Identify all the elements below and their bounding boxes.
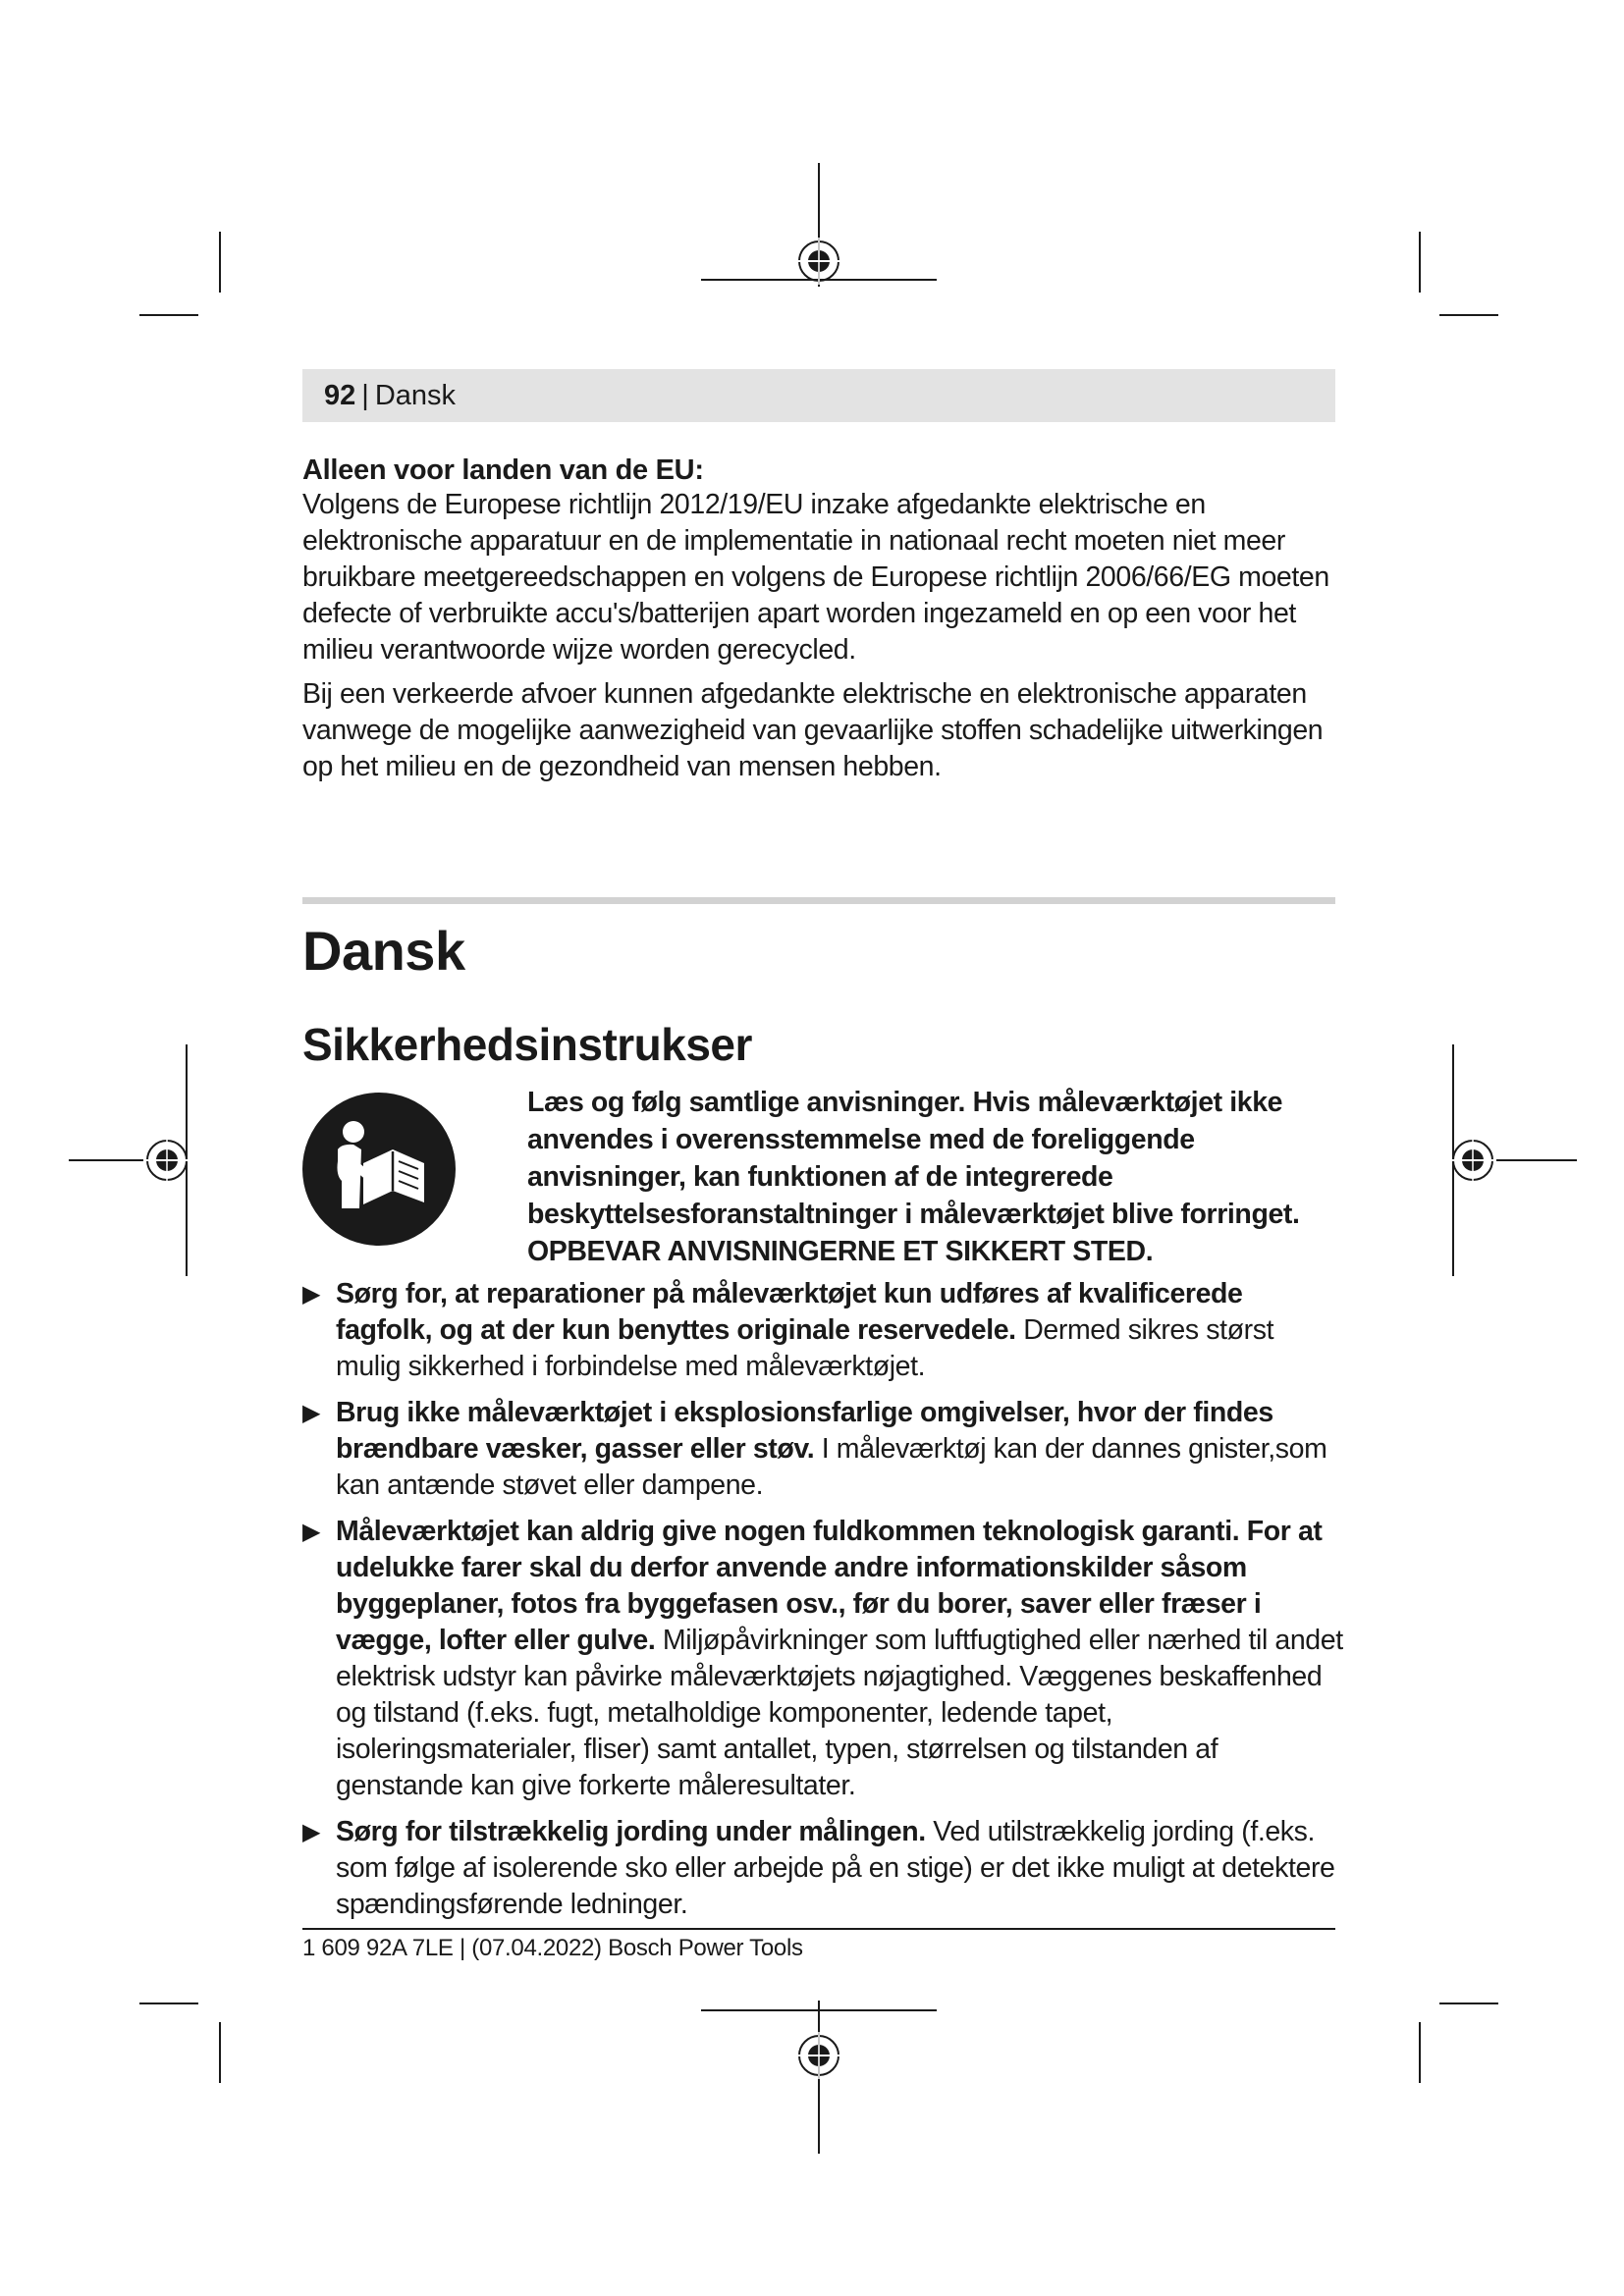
footer-date: (07.04.2022)	[471, 1935, 602, 1961]
bullet-bold-text: Brug ikke måleværktøjet i eksplosionsfarlige omgivelser, hvor der findes brændbare væsker, gasser eller støv.	[336, 1397, 1273, 1465]
page-number: 92	[324, 379, 356, 411]
crop-mark	[1419, 2022, 1421, 2083]
bullet-arrow-icon: ▶	[302, 1281, 321, 1308]
list-item	[302, 1814, 1343, 1923]
bullet-text: I måleværktøj kan der dannes gnister,som kan antænde støvet eller dampene.	[336, 1433, 1327, 1501]
list-item	[302, 1514, 1343, 1804]
crop-mark	[219, 2022, 221, 2083]
footer-divider	[302, 1928, 1335, 1930]
bullet-text: Ved utilstrækkelig jording (f.eks. som følge af isolerende sko eller arbejde på en stige) er det ikke muligt at detektere spændingsførende ledninger.	[336, 1816, 1335, 1920]
list-item	[302, 1276, 1343, 1385]
eu-disposal-notice	[302, 454, 1335, 785]
eu-notice-paragraph: Volgens de Europese richtlijn 2012/19/EU inzake afgedankte elektrische en elektronische apparatuur en de implementatie in nationaal recht moeten niet meer bruikbare meetgereedschappen en volgens de Europese richtlijn 2006/66/EG moeten defecte of verbruikte accu's/batterijen apart worden ingezameld en op een voor het milieu verantwoorde wijze worden gerecycled.	[302, 489, 1329, 666]
list-item	[302, 1395, 1343, 1504]
eu-notice-paragraph: Bij een verkeerde afvoer kunnen afgedankte elektrische en elektronische apparaten vanwege de mogelijke aanwezigheid van gevaarlijke stoffen schadelijke uitwerkingen op het milieu en de gezondheid van mensen hebben.	[302, 678, 1324, 782]
registration-mark-right	[1439, 1044, 1577, 1276]
section-divider	[302, 897, 1335, 904]
bullet-text: Miljøpåvirkninger som luftfugtighed eller nærhed til andet elektrisk udstyr kan påvirke måleværktøjets nøjagtighed. Væggenes beskaffenhed og tilstand (f.eks. fugt, metalholdige komponenter, ledende tapet, isoleringsmaterialer, fliser) samt antallet, typen, størrelsen og tilstanden af genstande kan give forkerte måleresultater.	[336, 1625, 1343, 1801]
running-header	[302, 369, 1335, 422]
safety-instructions-list	[302, 1276, 1343, 1933]
crop-mark	[1439, 2002, 1498, 2004]
crop-mark	[1439, 314, 1498, 316]
crop-mark	[139, 2002, 198, 2004]
bullet-text: Dermed sikres størst mulig sikkerhed i forbindelse med måleværktøjet.	[336, 1314, 1274, 1382]
crop-mark	[139, 314, 198, 316]
bullet-bold-text: Sørg for, at reparationer på måleværktøjet kun udføres af kvalificerede fagfolk, og at der kun benyttes originale reservedele.	[336, 1278, 1243, 1346]
registration-mark-left	[69, 1044, 206, 1276]
read-manual-icon	[302, 1093, 456, 1246]
section-title: Sikkerhedsinstrukser	[302, 1019, 752, 1070]
bullet-arrow-icon: ▶	[302, 1519, 321, 1545]
language-title: Dansk	[302, 920, 465, 982]
bullet-arrow-icon: ▶	[302, 1819, 321, 1845]
header-section: Dansk	[374, 379, 457, 411]
bullet-bold-text: Måleværktøjet kan aldrig give nogen fuldkommen teknologisk garanti. For at udelukke farer skal du derfor anvende andre informationskilder såsom byggeplaner, fotos fra byggefasen osv., før du borer, saver eller fræser i vægge, lofter eller gulve.	[336, 1516, 1323, 1656]
registration-mark-bottom	[701, 2001, 937, 2158]
crop-mark	[219, 232, 221, 293]
safety-intro-text: Læs og følg samtlige anvisninger. Hvis måleværktøjet ikke anvendes i overensstemmelse med de foreliggende anvisninger, kan funktionen af de integrerede beskyttelsesforanstaltninger i måleværktøjet blive forringet. OPBEVAR ANVISNINGERNE ET SIKKERT STED.	[527, 1087, 1300, 1267]
header-separator: |	[361, 379, 369, 411]
footer-doc-number: 1 609 92A 7LE	[302, 1935, 454, 1961]
eu-notice-heading: Alleen voor landen van de EU:	[302, 454, 704, 486]
registration-mark-top	[701, 163, 937, 291]
footer-brand: Bosch Power Tools	[608, 1935, 803, 1961]
crop-mark	[1419, 232, 1421, 293]
bullet-bold-text: Sørg for tilstrækkelig jording under målingen.	[336, 1816, 926, 1847]
bullet-arrow-icon: ▶	[302, 1400, 321, 1426]
page-footer: 1 609 92A 7LE | (07.04.2022) Bosch Power Tools	[302, 1935, 803, 1961]
